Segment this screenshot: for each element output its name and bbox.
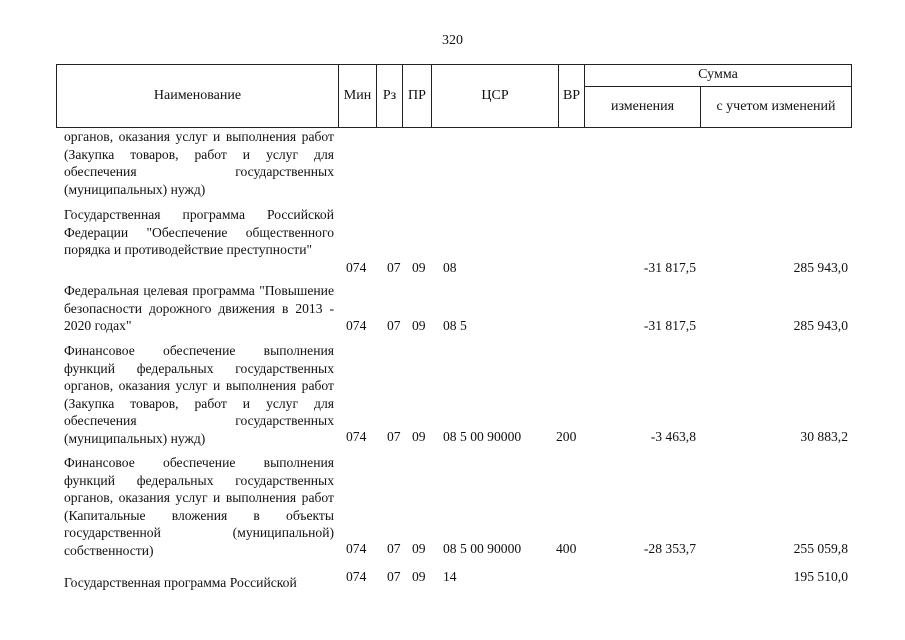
- row-pr: 09: [412, 259, 426, 275]
- header-rz: Рз: [377, 65, 403, 127]
- header-csr: ЦСР: [432, 65, 559, 127]
- row-name: Федеральная целевая программа "Повышение безопасности дорожного движения в 2013 - 2020 годах": [64, 283, 334, 334]
- header-name: Наименование: [57, 65, 339, 127]
- row-csr: 08: [443, 259, 457, 275]
- row-rz: 07: [387, 259, 401, 275]
- row-rz: 07: [387, 318, 401, 334]
- row-min: 074: [346, 318, 367, 334]
- header-pr: ПР: [403, 65, 432, 127]
- row-csr: 08 5 00 90000: [443, 541, 522, 556]
- row-csr: 08 5: [443, 318, 467, 334]
- row-rz: 07: [387, 429, 401, 444]
- row-name: Финансовое обеспечение выполнения функций федеральных государственных органов, оказания услуг и выполнения работ (Капитальные вложения в объекты государственной (муниципальной) собственности): [64, 455, 334, 558]
- row-with-changes: 285 943,0: [793, 259, 848, 275]
- header-change: изменения: [585, 87, 701, 127]
- row-name: Финансовое обеспечение выполнения функций федеральных государственных органов, оказания услуг и выполнения работ (Закупка товаров, работ и услуг для обеспечения государственных (муниципальных) нужд): [64, 343, 334, 446]
- row-with-changes: 30 883,2: [800, 429, 848, 444]
- row-pr: 09: [412, 541, 426, 556]
- row-pr: 09: [412, 318, 426, 334]
- row-min: 074: [346, 569, 367, 584]
- row-change: -28 353,7: [643, 541, 696, 556]
- header-min: Мин: [339, 65, 377, 127]
- page-number: 320: [442, 33, 463, 48]
- row-rz: 07: [387, 541, 401, 556]
- row-csr: 08 5 00 90000: [443, 429, 522, 444]
- row-rz: 07: [387, 569, 401, 584]
- row-with-changes: 255 059,8: [793, 541, 848, 556]
- row-change: -31 817,5: [643, 259, 696, 275]
- row-vr: 200: [556, 429, 577, 444]
- row-vr: 400: [556, 541, 577, 556]
- header-sum: Сумма: [585, 65, 851, 87]
- row-name: органов, оказания услуг и выполнения работ (Закупка товаров, работ и услуг для обеспечения государственных (муниципальных) нужд): [64, 129, 334, 197]
- row-pr: 09: [412, 569, 426, 584]
- row-pr: 09: [412, 429, 426, 444]
- row-change: -3 463,8: [650, 429, 696, 444]
- row-name: Государственная программа Российской Федерации "Обеспечение общественного порядка и противодействие преступности": [64, 207, 334, 258]
- header-vr: ВР: [559, 65, 585, 127]
- row-min: 074: [346, 429, 367, 444]
- row-name: Государственная программа Российской: [64, 575, 297, 590]
- row-with-changes: 195 510,0: [793, 569, 848, 584]
- row-change: -31 817,5: [643, 318, 696, 334]
- header-with-changes: с учетом изменений: [716, 98, 836, 114]
- row-min: 074: [346, 259, 367, 275]
- row-min: 074: [346, 541, 367, 556]
- row-with-changes: 285 943,0: [793, 318, 848, 334]
- table-header: [56, 64, 852, 128]
- row-csr: 14: [443, 569, 457, 584]
